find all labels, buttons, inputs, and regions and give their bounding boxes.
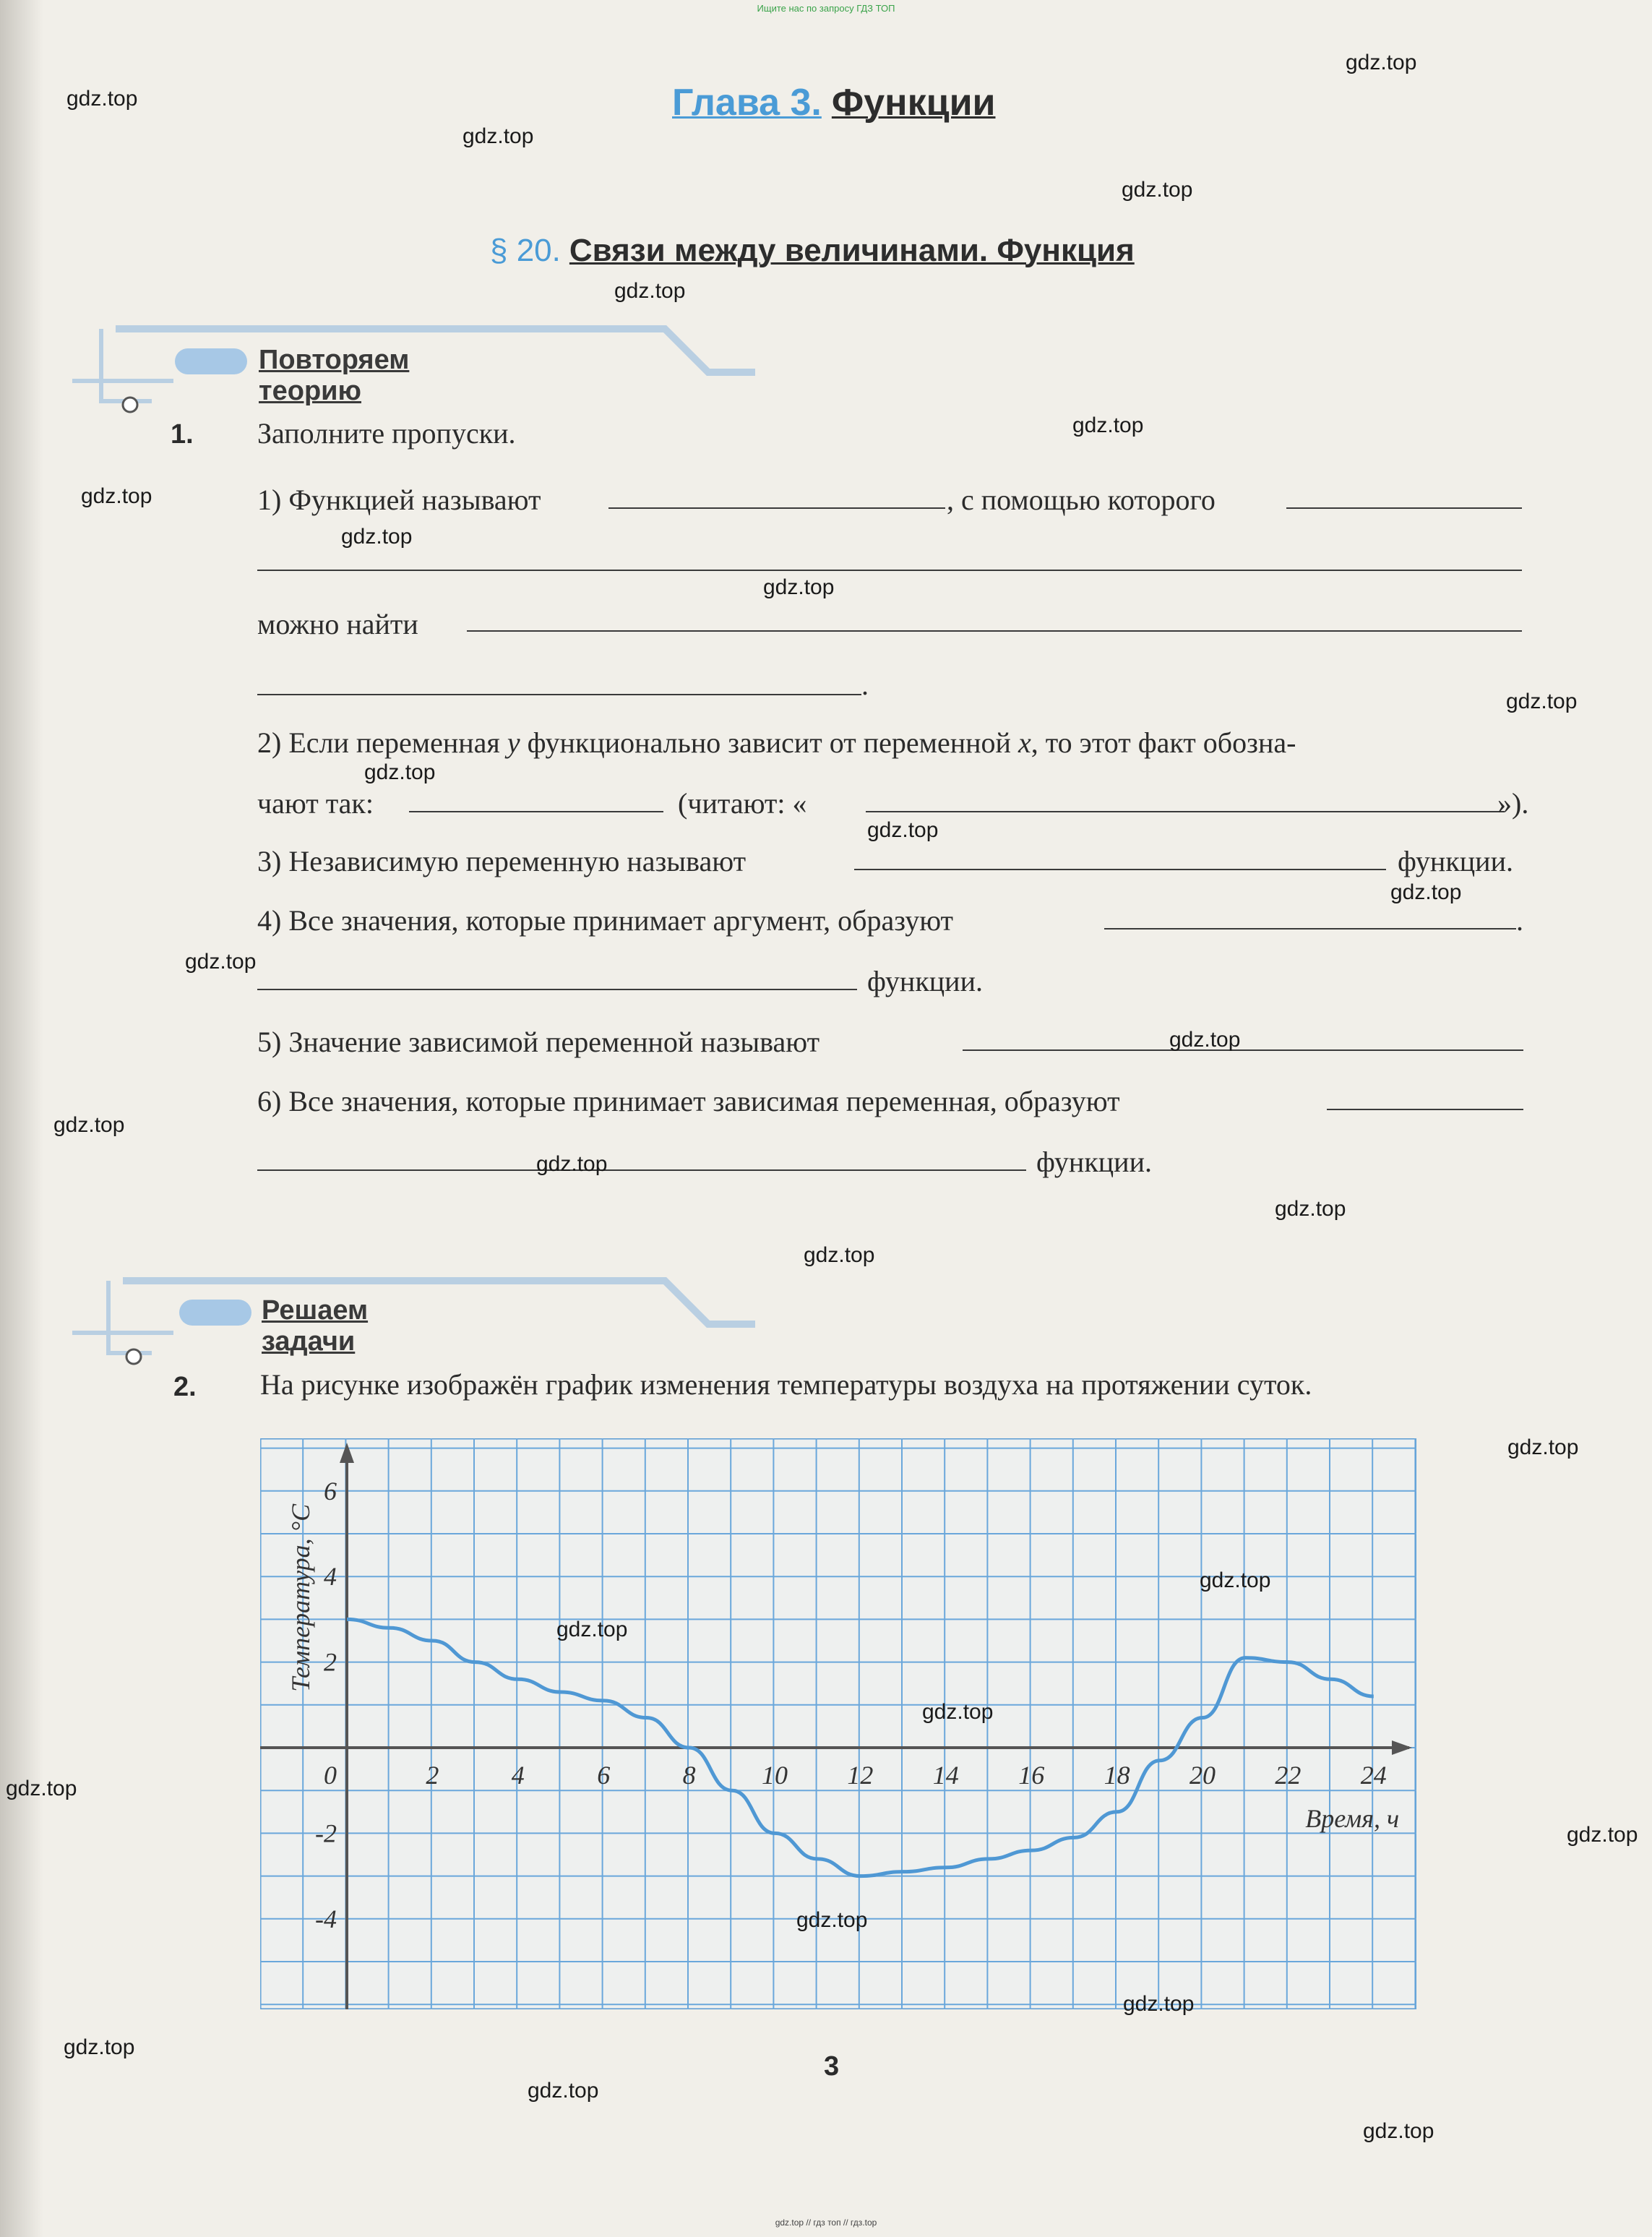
ex1-item3-b: функции. xyxy=(1398,845,1513,877)
x-tick-label: 4 xyxy=(511,1761,525,1790)
watermark-text: gdz.top xyxy=(556,1618,628,1641)
ex1-item4-a: 4) Все значения, которые принимает аргумент, образуют xyxy=(257,904,954,937)
ex1-item5-blank[interactable] xyxy=(963,1049,1523,1051)
y-axis-label: Температура, °C xyxy=(286,1503,315,1692)
watermark-text: gdz.top xyxy=(1123,1992,1195,2016)
x-tick-label: 24 xyxy=(1360,1761,1387,1790)
watermark-text: gdz.top xyxy=(922,1700,994,1724)
ex1-item1-blank-5[interactable] xyxy=(257,694,861,695)
y-tick-label: 4 xyxy=(324,1562,337,1592)
chapter-title: Функции xyxy=(831,82,996,124)
page-edge-shadow xyxy=(0,0,43,2237)
ex1-item4-b: . xyxy=(1516,904,1523,937)
ex1-item3-blank[interactable] xyxy=(854,869,1386,870)
watermark-text: gdz.top xyxy=(66,87,138,111)
watermark-text: gdz.top xyxy=(796,1908,868,1932)
y-tick-label: 6 xyxy=(324,1476,337,1506)
watermark-text: gdz.top xyxy=(64,2035,135,2059)
page-number: 3 xyxy=(824,2051,840,2082)
ex1-item2-d: чают так: xyxy=(257,787,374,820)
tasks-band-decoration xyxy=(72,1266,759,1382)
ex1-item4-blank-1[interactable] xyxy=(1104,928,1516,929)
ex1-item3-a: 3) Независимую переменную называют xyxy=(257,845,747,877)
exercise-1-prompt: Заполните пропуски. xyxy=(257,417,516,450)
ex1-item6-a: 6) Все значения, которые принимает зависимая переменная, образуют xyxy=(257,1085,1120,1117)
watermark-text: gdz.top xyxy=(1346,51,1417,74)
exercise-2-text: На рисунке изображён график изменения температуры воздуха на протяжении суток. xyxy=(260,1368,1312,1401)
ex1-item2-line1: 2) Если переменная y функционально зависит от переменной x, то этот факт обозна- xyxy=(257,726,1296,759)
theory-band-title: Повторяем теорию xyxy=(259,345,410,406)
watermark-text: gdz.top xyxy=(1200,1568,1271,1592)
ex1-item1-a: 1) Функцией называют xyxy=(257,484,541,516)
watermark-text: gdz.top xyxy=(364,760,436,784)
ex1-item1-d: . xyxy=(861,669,869,701)
x-tick-label: 14 xyxy=(932,1761,959,1790)
tasks-band-title: Решаем задачи xyxy=(262,1295,369,1357)
ex1-item1-blank-2[interactable] xyxy=(1286,507,1522,509)
watermark-text: gdz.top xyxy=(1506,690,1578,713)
x-tick-label: 22 xyxy=(1275,1761,1302,1790)
chapter-heading xyxy=(672,81,996,124)
x-tick-label: 6 xyxy=(597,1761,611,1790)
watermark-text: gdz.top xyxy=(528,2079,599,2103)
watermark-text: gdz.top xyxy=(53,1113,125,1137)
watermark-text: gdz.top xyxy=(81,484,152,508)
top-banner[interactable]: Ищите нас по запросу ГДЗ ТОП xyxy=(757,3,895,14)
section-heading xyxy=(490,233,1135,269)
theory-band-pill xyxy=(175,348,247,374)
x-tick-label: 12 xyxy=(847,1761,874,1790)
x-tick-label: 10 xyxy=(762,1761,788,1790)
ex1-item1-blank-3[interactable] xyxy=(257,570,1522,571)
y-tick-label: -2 xyxy=(315,1819,337,1848)
watermark-text: gdz.top xyxy=(536,1152,608,1176)
watermark-text: gdz.top xyxy=(6,1777,77,1800)
exercise-1-number: 1. xyxy=(171,419,194,450)
ex1-item2-f: »). xyxy=(1497,787,1529,820)
watermark-text: gdz.top xyxy=(763,575,835,599)
ex1-item2-blank-2[interactable] xyxy=(866,811,1505,812)
ex1-item2-blank-1[interactable] xyxy=(409,811,663,812)
section-title: Связи между величинами. Функция xyxy=(569,233,1135,268)
ex1-item1-blank-1[interactable] xyxy=(608,507,945,509)
watermark-text: gdz.top xyxy=(1122,178,1193,202)
origin-label: 0 xyxy=(324,1761,337,1790)
ex1-item5-a: 5) Значение зависимой переменной называют xyxy=(257,1026,820,1058)
y-tick-label: -4 xyxy=(315,1904,337,1933)
x-tick-label: 20 xyxy=(1189,1761,1216,1790)
watermark-text: gdz.top xyxy=(1072,413,1144,437)
watermark-text: gdz.top xyxy=(1567,1823,1638,1847)
theory-band-decoration xyxy=(72,314,759,430)
x-tick-label: 16 xyxy=(1018,1761,1045,1790)
x-axis-label: Время, ч xyxy=(1305,1804,1400,1833)
ex1-item1-c: можно найти xyxy=(257,608,418,640)
watermark-text: gdz.top xyxy=(867,818,939,842)
tasks-band-pill xyxy=(179,1300,251,1326)
x-tick-label: 2 xyxy=(426,1761,439,1790)
ex1-item6-b: функции. xyxy=(1036,1146,1152,1178)
watermark-text: gdz.top xyxy=(804,1243,875,1267)
ex1-item1-blank-4[interactable] xyxy=(467,630,1522,632)
bottom-banner[interactable]: gdz.top // гдз топ // гдз.top xyxy=(775,2217,877,2228)
watermark-text: gdz.top xyxy=(614,279,686,303)
x-tick-label: 18 xyxy=(1104,1761,1130,1790)
watermark-text: gdz.top xyxy=(341,525,413,549)
ex1-item4-blank-2[interactable] xyxy=(257,989,857,990)
x-tick-label: 8 xyxy=(682,1761,696,1790)
watermark-text: gdz.top xyxy=(1363,2119,1434,2143)
watermark-text: gdz.top xyxy=(463,124,534,148)
ex1-item6-blank-1[interactable] xyxy=(1327,1109,1523,1110)
exercise-2-number: 2. xyxy=(173,1372,197,1402)
watermark-text: gdz.top xyxy=(1390,880,1462,904)
section-label: § 20. xyxy=(490,233,561,268)
ex1-item4-c: функции. xyxy=(867,965,983,997)
chapter-label: Глава 3. xyxy=(672,82,822,124)
watermark-text: gdz.top xyxy=(1507,1435,1579,1459)
ex1-item6-blank-2[interactable] xyxy=(257,1169,1026,1171)
watermark-text: gdz.top xyxy=(185,950,257,974)
y-tick-label: 2 xyxy=(324,1647,337,1677)
watermark-text: gdz.top xyxy=(1275,1197,1346,1221)
ex1-item1-b: , с помощью которого xyxy=(947,484,1216,516)
watermark-text: gdz.top xyxy=(1169,1028,1241,1052)
ex1-item2-e: (читают: « xyxy=(678,787,807,820)
